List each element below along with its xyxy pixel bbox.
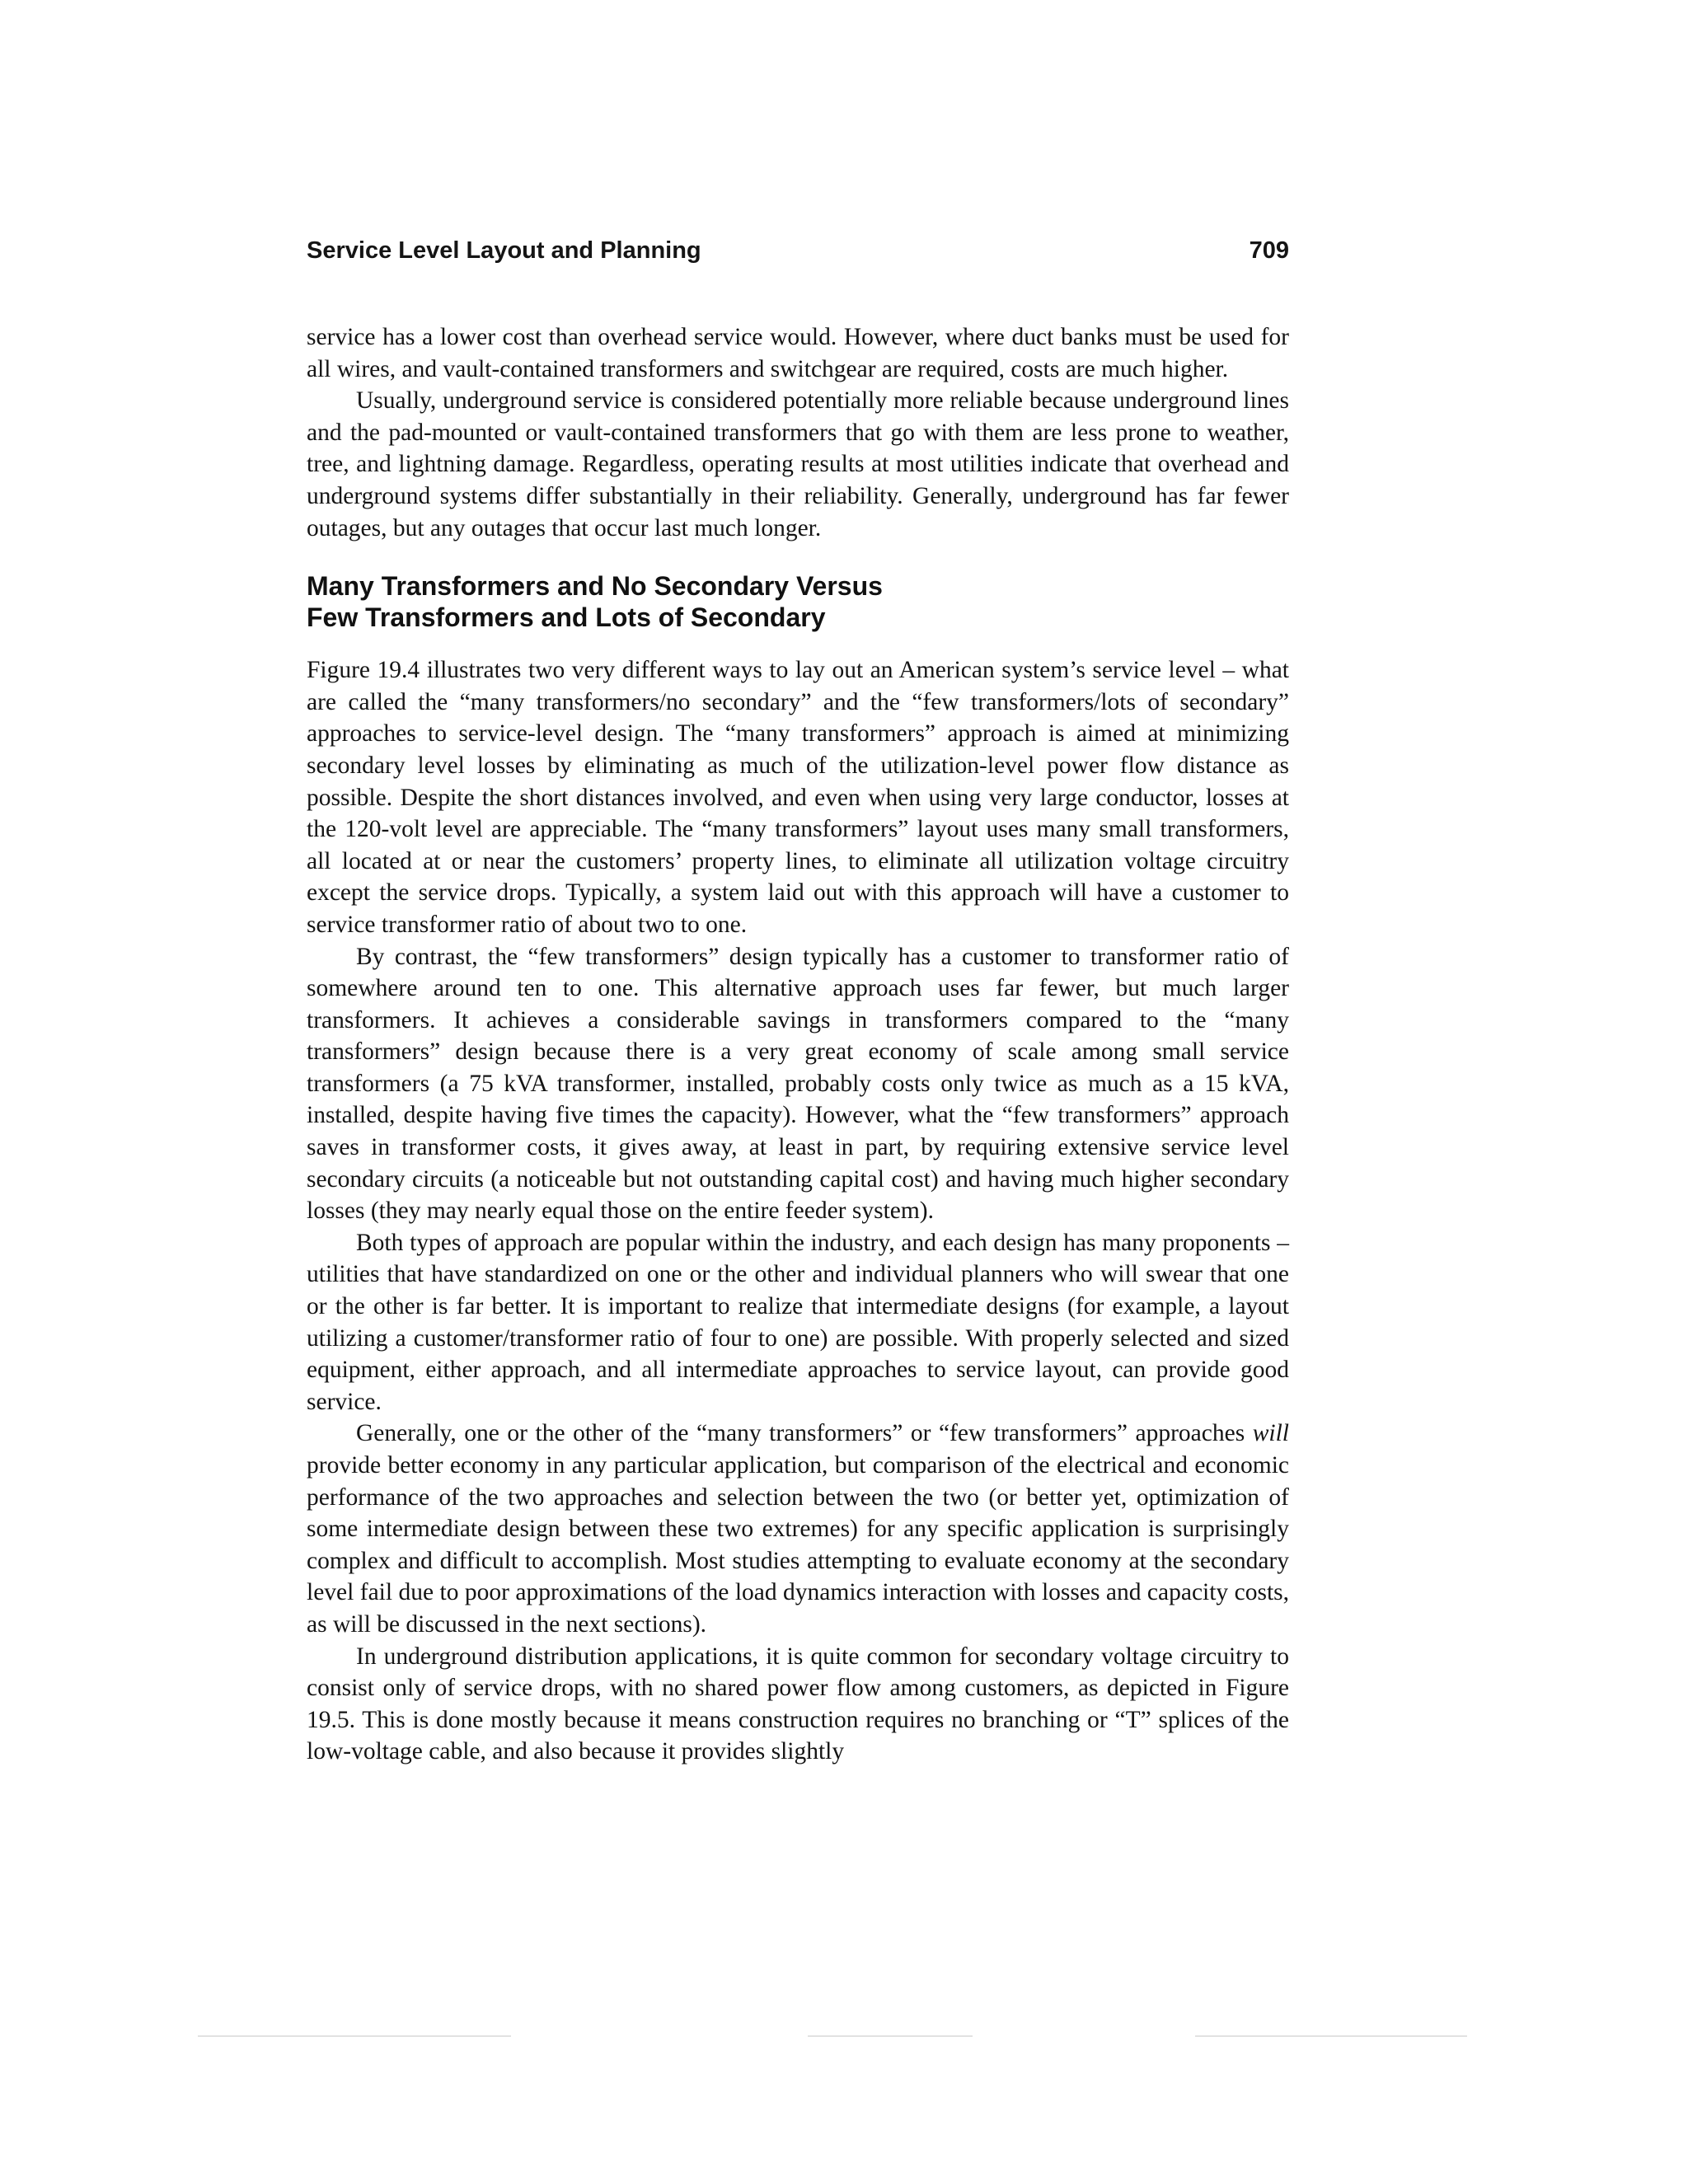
- paragraph-underground: In underground distribution applications, it is quite common for secondary voltage circuitry to consist only of service drops, with no shared power flow among customers, as depicted in Figure 19.5. This is done mostly because it means construction requires no branching or “T” splices of the low-voltage cable, and also because it provides slightly: [307, 1643, 1289, 1765]
- paragraph-few-transformers: By contrast, the “few transformers” design typically has a customer to transformer ratio of somewhere around ten to one. This alternative approach uses far fewer, but much larger transformers. It achieves a considerable savings in transformers compared to the “many transformers” design because there is a very great economy of scale among small service transformers (a 75 kVA transformer, installed, probably costs only twice as much as a 15 kVA, installed, despite having five times the capacity). However, what the “few transformers” approach saves in transformer costs, it gives away, at least in part, by requiring extensive service level secondary circuits (a noticeable but not outstanding capital cost) and having much higher secondary losses (they may nearly equal those on the entire feeder system).: [307, 943, 1289, 1225]
- paragraph-economy: [307, 1418, 1289, 1640]
- paragraph-continued: service has a lower cost than overhead service would. However, where duct banks must be used for all wires, and vault-contained transformers and switchgear are required, costs are much higher.: [307, 324, 1289, 382]
- section-heading-line-2: Few Transformers and Lots of Secondary: [307, 602, 826, 633]
- paragraph-reliability: Usually, underground service is considered potentially more reliable because underground lines and the pad-mounted or vault-contained transformers that go with them are less prone to weather, tree, and lightning damage. Regardless, operating results at most utilities indicate that overhead and underground systems differ substantially in their reliability. Generally, underground has far fewer outages, but any outages that occur last much longer.: [307, 387, 1289, 541]
- emphasis-will: will: [1252, 1420, 1289, 1447]
- paragraph-figure-intro: Figure 19.4 illustrates two very different ways to lay out an American system’s service level – what are called the “many transformers/no secondary” and the “few transformers/lots of secondary” approaches to service-level design. The “many transformers” approach is aimed at minimizing secondary level losses by eliminating as much of the utilization-level power flow distance as possible. Despite the short distances involved, and even when using very large conductor, losses at the 120-volt level are appreciable. The “many transformers” layout uses many small transformers, all located at or near the customers’ property lines, to eliminate all utilization voltage circuitry except the service drops. Typically, a system laid out with this approach will have a customer to service transformer ratio of about two to one.: [307, 657, 1289, 938]
- section-heading-line-1: Many Transformers and No Secondary Versus: [307, 571, 883, 602]
- running-header: [307, 237, 1289, 270]
- paragraph-economy-text-start: Generally, one or the other of the “many transformers” or “few transformers” approaches: [356, 1420, 1253, 1447]
- paragraph-economy-text-end: provide better economy in any particular application, but comparison of the electrical and economic performance of the two approaches and selection between the two (or better yet, optimization of some intermediate design between these two extremes) for any specific application is surprisingly complex and difficult to accomplish. Most studies attempting to evaluate economy at the secondary level fail due to poor approximations of the load dynamics interaction with losses and capacity costs, as will be discussed in the next sections).: [307, 1452, 1289, 1638]
- body-text: [307, 321, 1289, 1768]
- page-number: 709: [1249, 237, 1289, 264]
- section-heading: [307, 570, 1289, 633]
- running-header-title: Service Level Layout and Planning: [307, 237, 701, 264]
- paragraph-both-approaches: Both types of approach are popular within the industry, and each design has many proponents – utilities that have standardized on one or the other and individual planners who will swear that one or the other is far better. It is important to realize that intermediate designs (for example, a layout utilizing a customer/transformer ratio of four to one) are possible. With properly selected and sized equipment, either approach, and all intermediate approaches to service layout, can provide good service.: [307, 1229, 1289, 1415]
